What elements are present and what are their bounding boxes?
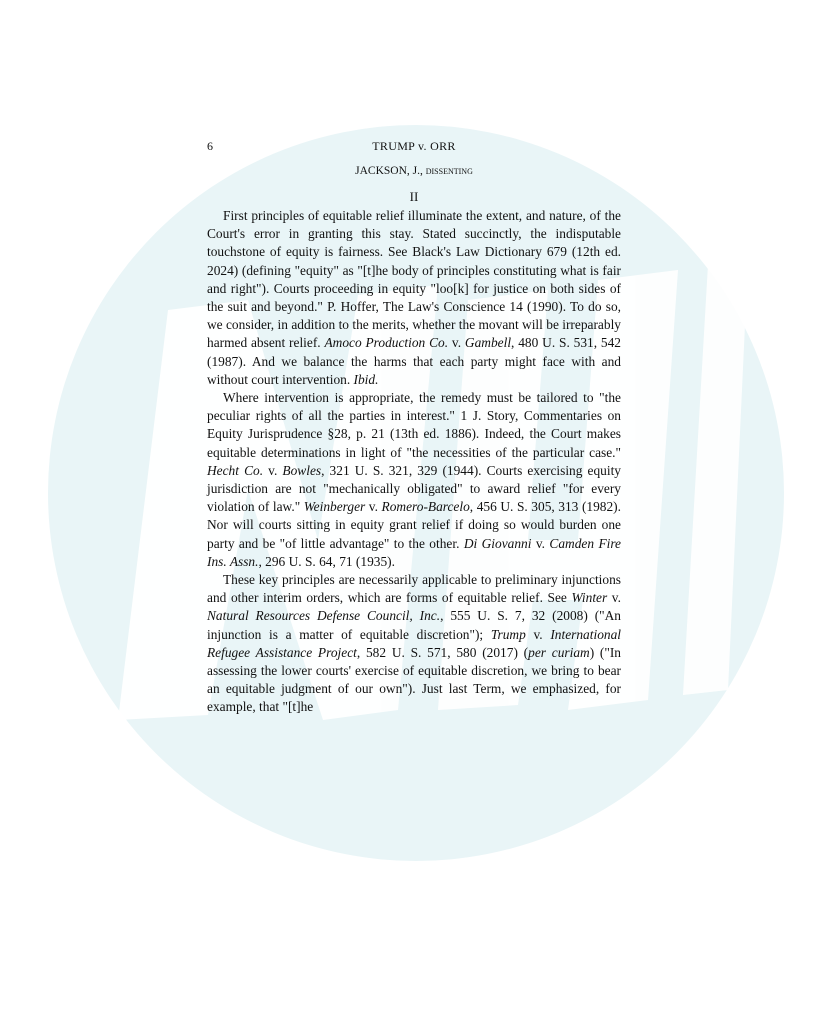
text-run: , 555 U. S. 7, 32 (2008) ("An injunction is a matter of equitable discretion"); bbox=[207, 608, 621, 642]
text-run: Where intervention is appropriate, the remedy must be tailored to "the peculiar rights of all the parties in interest." 1 J. Story, Commentaries on Equity Jurisprudence §28, p. 21 (13th ed. 1886). Indeed, the Court makes equitable determinations in light of "the necessities of the particular case." bbox=[207, 390, 621, 460]
case-name: Romero-Barcelo bbox=[381, 499, 470, 515]
case-name: International Refugee Assistance Project bbox=[207, 626, 621, 660]
text-run: v. bbox=[365, 499, 382, 515]
case-name: Camden Fire Ins. Assn. bbox=[207, 535, 622, 569]
text-run: These key principles are necessarily applicable to preliminary injunctions and other interim orders, which are forms of equitable relief. See bbox=[207, 572, 621, 606]
case-name: Winter bbox=[571, 590, 608, 606]
text-run: ) ("In assessing the lower courts' exercise of equitable discretion, we bring to bear an equitable judgment of our own"). Just last Term, we emphasized, for example, that "[t]he bbox=[207, 644, 622, 715]
case-name: Di Giovanni bbox=[463, 535, 532, 551]
text-run: First principles of equitable relief illuminate the extent, and nature, of the Court's error in granting this stay. Stated succinctly, the indisputable touchstone of equity is fairness. See Black's Law Dictionary 679 (12th ed. 2024) (defining "equity" as "[t]he body of principles constituting what is fair and right"). Courts proceeding in equity "loo[k] for justice on both sides of the suit and beyond." P. Hoffer, The Law's Conscience 14 (1990). To do so, we consider, in addition to the merits, whether the movant will be irreparably harmed absent relief. bbox=[207, 208, 621, 351]
case-name: Natural Resources Defense Council, Inc. bbox=[207, 608, 441, 624]
case-name: Bowles bbox=[282, 462, 322, 478]
case-name: Amoco Production Co. bbox=[324, 335, 449, 351]
paragraph-3 bbox=[207, 571, 621, 717]
section-heading: II bbox=[409, 189, 419, 204]
case-name: Hecht Co. bbox=[207, 462, 264, 478]
opinion-page bbox=[207, 136, 621, 717]
text-run: , 480 U. S. 531, 542 (1987). And we balance the harms that each party might face with and without court intervention. bbox=[207, 335, 621, 387]
paragraph-1 bbox=[207, 207, 621, 389]
case-name: Trump bbox=[490, 626, 526, 642]
text-run: v. bbox=[448, 335, 465, 351]
text-run: , 456 U. S. 305, 313 (1982). Nor will courts sitting in equity grant relief if doing so would burden one party and be "of little advantage" to the other. bbox=[207, 499, 621, 551]
text-run: v. bbox=[263, 462, 283, 478]
text-run: , 582 U. S. 571, 580 (2017) ( bbox=[356, 644, 529, 660]
text-run: v. bbox=[607, 590, 621, 606]
case-title: TRUMP v. ORR bbox=[372, 139, 456, 153]
case-name: Ibid. bbox=[353, 371, 379, 387]
case-name: Weinberger bbox=[303, 499, 366, 515]
case-name: Gambell bbox=[464, 335, 512, 351]
latin-phrase: per curiam bbox=[528, 644, 590, 660]
running-head bbox=[207, 136, 621, 156]
paragraph-2 bbox=[207, 389, 621, 571]
author-line: JACKSON, J., dissenting bbox=[355, 165, 473, 177]
text-run: v. bbox=[531, 535, 550, 551]
text-run: v. bbox=[525, 626, 551, 642]
page-number: 6 bbox=[207, 139, 213, 153]
text-run: , 321 U. S. 321, 329 (1944). Courts exercising equity jurisdiction are not "mechanically obligated" to award relief "for every violation of law." bbox=[207, 462, 621, 515]
text-run: , 296 U. S. 64, 71 (1935). bbox=[258, 553, 395, 569]
